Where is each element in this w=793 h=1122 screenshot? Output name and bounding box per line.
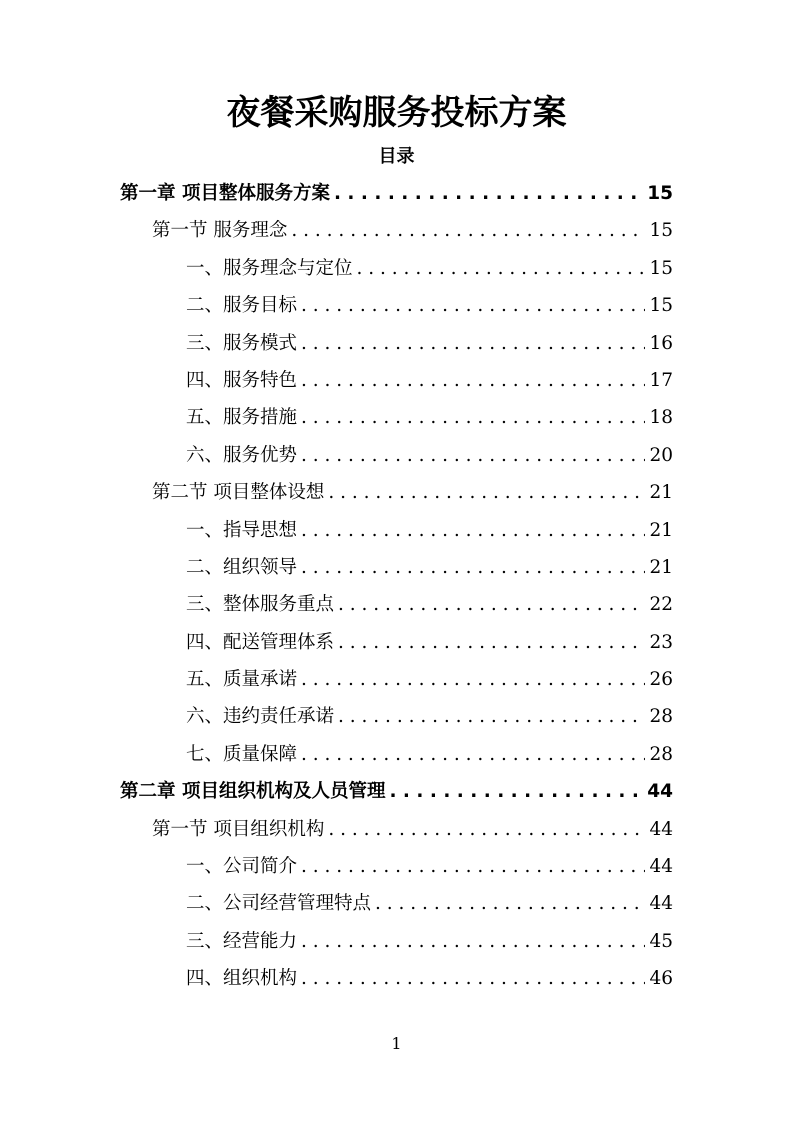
toc-dot-leader [301, 549, 645, 586]
toc-entry-chapter[interactable] [0, 773, 793, 810]
toc-entry-title: 第一章 项目整体服务方案 [120, 183, 330, 204]
toc-dot-leader [338, 698, 645, 735]
toc-dot-leader [328, 474, 645, 511]
toc-entry-page: 23 [649, 631, 673, 653]
toc-entry-title: 一、服务理念与定位 [186, 257, 353, 279]
toc-dot-leader [301, 437, 645, 474]
toc-entry-title: 四、配送管理体系 [186, 631, 335, 653]
toc-dot-leader [301, 736, 645, 773]
toc-entry-title: 第一节 服务理念 [152, 220, 288, 242]
toc-dot-leader [338, 586, 645, 623]
toc-entry-page: 44 [649, 818, 673, 840]
toc-entry-subsection[interactable] [0, 325, 793, 362]
toc-dot-leader [301, 848, 645, 885]
toc-dot-leader [301, 325, 645, 362]
toc-entry-title: 五、服务措施 [186, 407, 298, 429]
toc-entry-section[interactable] [0, 474, 793, 511]
toc-entry-chapter[interactable] [0, 175, 793, 212]
toc-entry-section[interactable] [0, 212, 793, 249]
toc-entry-title: 第一节 项目组织机构 [152, 818, 325, 840]
toc-entry-subsection[interactable] [0, 549, 793, 586]
page-number: 1 [391, 1034, 402, 1053]
toc-entry-subsection[interactable] [0, 698, 793, 735]
toc-entry-page: 28 [649, 706, 673, 728]
toc-entry-subsection[interactable] [0, 661, 793, 698]
document-title: 夜餐采购服务投标方案 [226, 93, 567, 133]
toc-entry-title: 第二章 项目组织机构及人员管理 [120, 781, 386, 803]
toc-entry-subsection[interactable] [0, 923, 793, 960]
toc-dot-leader [301, 399, 645, 436]
toc-entry-page: 15 [649, 257, 673, 279]
toc-dot-leader [301, 512, 645, 549]
toc-entry-title: 六、服务优势 [186, 444, 298, 466]
toc-entry-subsection[interactable] [0, 287, 793, 324]
toc-entry-page: 18 [649, 407, 673, 429]
toc-entry-page: 20 [649, 444, 673, 466]
toc-entry-subsection[interactable] [0, 437, 793, 474]
toc-entry-title: 一、指导思想 [186, 519, 298, 541]
toc-dot-leader [301, 661, 645, 698]
toc-entry-title: 七、质量保障 [186, 743, 298, 765]
toc-entry-page: 15 [647, 183, 673, 204]
toc-entry-page: 21 [649, 482, 673, 504]
toc-entry-title: 二、服务目标 [186, 295, 298, 317]
toc-dot-leader [301, 287, 645, 324]
toc-entry-title: 四、组织机构 [186, 968, 298, 990]
toc-entry-title: 二、组织领导 [186, 556, 298, 578]
toc-dot-leader [328, 811, 645, 848]
toc-entry-page: 45 [649, 930, 673, 952]
toc-entry-page: 22 [649, 594, 673, 616]
toc-entry-page: 46 [649, 968, 673, 990]
toc-entry-subsection[interactable] [0, 624, 793, 661]
toc-heading: 目录 [378, 146, 415, 167]
toc-entry-page: 26 [649, 669, 673, 691]
toc-entry-subsection[interactable] [0, 399, 793, 436]
toc-entry-subsection[interactable] [0, 250, 793, 287]
toc-dot-leader [301, 362, 645, 399]
toc-dot-leader [375, 885, 645, 922]
toc-entry-page: 28 [649, 743, 673, 765]
toc-entry-page: 15 [649, 295, 673, 317]
toc-entry-page: 21 [649, 519, 673, 541]
toc-entry-page: 16 [649, 332, 673, 354]
toc-entry-title: 一、公司简介 [186, 856, 298, 878]
toc-entry-page: 21 [649, 556, 673, 578]
toc-entry-title: 五、质量承诺 [186, 669, 298, 691]
toc-entry-subsection[interactable] [0, 586, 793, 623]
toc-entry-subsection[interactable] [0, 848, 793, 885]
toc-entry-title: 三、经营能力 [186, 930, 298, 952]
toc-entry-page: 44 [649, 856, 673, 878]
toc-entry-subsection[interactable] [0, 362, 793, 399]
toc-entry-page: 44 [649, 893, 673, 915]
toc-entry-subsection[interactable] [0, 736, 793, 773]
toc-dot-leader [389, 773, 643, 810]
toc-entry-page: 44 [647, 781, 673, 803]
toc-entry-page: 15 [649, 220, 673, 242]
toc-entry-title: 三、服务模式 [186, 332, 298, 354]
toc-dot-leader [301, 960, 645, 997]
toc-entry-subsection[interactable] [0, 512, 793, 549]
toc-dot-leader [291, 212, 645, 249]
toc-entry-page: 17 [649, 369, 673, 391]
table-of-contents [0, 175, 793, 998]
toc-dot-leader [338, 624, 645, 661]
toc-entry-title: 六、违约责任承诺 [186, 706, 335, 728]
toc-entry-title: 三、整体服务重点 [186, 594, 335, 616]
toc-entry-title: 第二节 项目整体设想 [152, 482, 325, 504]
toc-entry-title: 四、服务特色 [186, 369, 298, 391]
toc-entry-section[interactable] [0, 811, 793, 848]
toc-dot-leader [301, 923, 645, 960]
toc-entry-subsection[interactable] [0, 885, 793, 922]
toc-entry-subsection[interactable] [0, 960, 793, 997]
toc-entry-title: 二、公司经营管理特点 [186, 893, 372, 915]
toc-dot-leader [334, 175, 643, 212]
toc-dot-leader [357, 250, 646, 287]
